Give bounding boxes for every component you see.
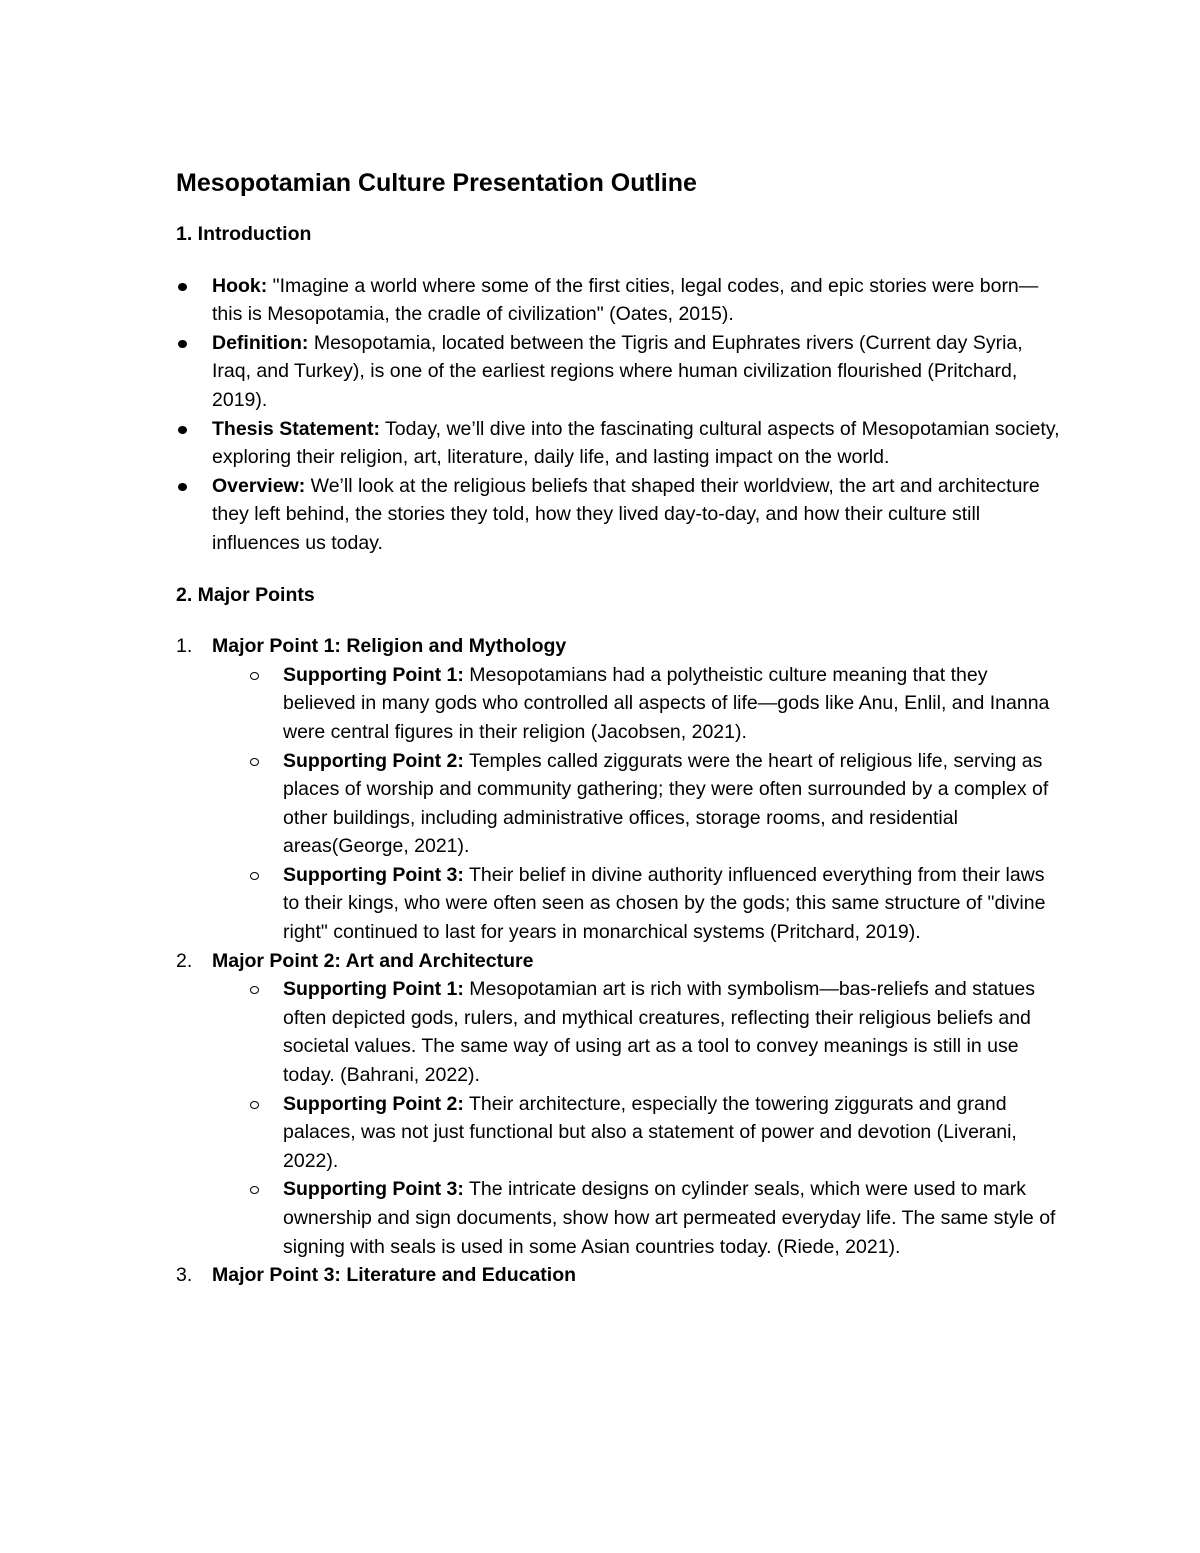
bullet-text: Mesopotamia, located between the Tigris and Euphrates rivers (Current day Syria, Iraq, and Turkey), is one of the earliest regions where human civilization flourished (Pritchard, 2019). — [212, 331, 1023, 411]
supporting-point-item — [212, 661, 1063, 747]
supporting-point-text: Their belief in divine authority influenced everything from their laws to their kings, who were often seen as chosen by the gods; this same structure of "divine right" continued to last for years in monarchical systems (Pritchard, 2019). — [283, 863, 1046, 944]
hollow-bullet-icon — [250, 672, 259, 680]
list-number: 2. — [176, 949, 193, 972]
supporting-point-label: Supporting Point 3: — [283, 863, 464, 886]
bullet-icon — [178, 283, 187, 291]
section-heading-introduction: 1. Introduction — [176, 223, 312, 245]
bullet-label: Thesis Statement: — [212, 417, 380, 440]
major-point-item — [176, 947, 1066, 1262]
hollow-bullet-icon — [250, 1101, 259, 1109]
section-heading-major-points: 2. Major Points — [176, 583, 315, 606]
supporting-point-item — [212, 747, 1063, 861]
document-page — [176, 166, 1066, 1290]
bullet-item-hook — [176, 272, 1066, 329]
supporting-point-item — [212, 1090, 1063, 1176]
hollow-bullet-icon — [250, 872, 259, 880]
bullet-item-definition — [176, 329, 1066, 415]
supporting-point-label: Supporting Point 1: — [283, 978, 464, 1001]
supporting-points-list — [212, 661, 1066, 947]
bullet-label: Definition: — [212, 331, 309, 354]
document-title: Mesopotamian Culture Presentation Outline — [176, 169, 697, 197]
bullet-icon — [178, 426, 187, 434]
supporting-point-label: Supporting Point 2: — [283, 749, 464, 772]
major-point-item — [176, 1261, 1066, 1290]
supporting-point-text: The intricate designs on cylinder seals, which were used to mark ownership and sign documents, show how art permeated everyday life. The same style of signing with seals is used in some Asian countries today. (Riede, 2021). — [283, 1178, 1056, 1258]
list-number: 3. — [176, 1264, 193, 1287]
supporting-point-text: Mesopotamians had a polytheistic culture meaning that they believed in many gods who controlled all aspects of life—gods like Anu, Enlil, and Inanna were central figures in their religion (Jacobsen, 2021). — [283, 663, 1050, 743]
bullet-text: "Imagine a world where some of the first cities, legal codes, and epic stories were born—this is Mesopotamia, the cradle of civilization" (Oates, 2015). — [212, 274, 1039, 326]
supporting-point-label: Supporting Point 3: — [283, 1178, 464, 1201]
list-number: 1. — [176, 635, 193, 658]
bullet-icon — [178, 340, 187, 348]
introduction-bullet-list — [176, 272, 1066, 558]
hollow-bullet-icon — [250, 758, 259, 766]
major-point-title: Major Point 2: Art and Architecture — [212, 949, 534, 972]
hollow-bullet-icon — [250, 1186, 259, 1194]
bullet-item-overview — [176, 472, 1066, 558]
supporting-point-text: Mesopotamian art is rich with symbolism—bas-reliefs and statues often depicted gods, rulers, and mythical creatures, reflecting their religious beliefs and societal values. The same way of using art as a tool to convey meanings is still in use today. (Bahrani, 2022). — [283, 978, 1036, 1087]
major-point-title: Major Point 3: Literature and Education — [212, 1264, 577, 1287]
bullet-label: Overview: — [212, 474, 306, 497]
supporting-point-text: Temples called ziggurats were the heart of religious life, serving as places of worship and community gathering; they were often surrounded by a complex of other buildings, including administrative offices, storage rooms, and residential areas(George, 2021). — [283, 749, 1049, 858]
supporting-point-item — [212, 861, 1063, 947]
supporting-point-text: Their architecture, especially the towering ziggurats and grand palaces, was not just functional but also a statement of power and devotion (Liverani, 2022). — [283, 1092, 1017, 1172]
supporting-point-item — [212, 975, 1063, 1089]
bullet-text: We’ll look at the religious beliefs that shaped their worldview, the art and architecture they left behind, the stories they told, how they lived day-to-day, and how their culture still influences us today. — [212, 474, 1040, 554]
supporting-point-label: Supporting Point 2: — [283, 1092, 464, 1115]
bullet-text: Today, we’ll dive into the fascinating cultural aspects of Mesopotamian society, exploring their religion, art, literature, daily life, and lasting impact on the world. — [212, 417, 1060, 469]
major-point-item — [176, 632, 1066, 947]
supporting-point-label: Supporting Point 1: — [283, 663, 464, 686]
major-points-list — [176, 632, 1066, 1290]
major-point-title: Major Point 1: Religion and Mythology — [212, 635, 567, 658]
bullet-icon — [178, 483, 187, 491]
supporting-point-item — [212, 1175, 1063, 1261]
bullet-label: Hook: — [212, 274, 268, 297]
bullet-item-thesis-statement — [176, 415, 1066, 472]
hollow-bullet-icon — [250, 986, 259, 994]
supporting-points-list — [212, 975, 1066, 1261]
